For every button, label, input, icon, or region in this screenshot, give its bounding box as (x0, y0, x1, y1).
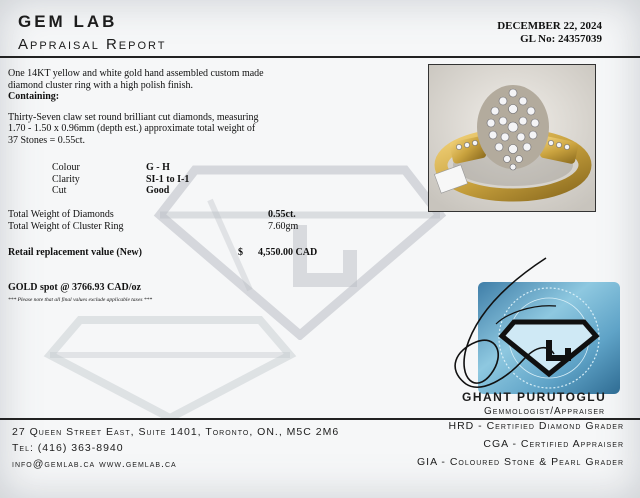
totals-labels (8, 209, 124, 232)
credential-gia: GIA - Coloured Stone & Pearl Grader (417, 456, 624, 468)
retail-value: 4,550.00 CAD (258, 247, 318, 258)
description-line-1: One 14KT yellow and white gold hand assembled custom made (8, 68, 264, 79)
grade-label: Colour (52, 162, 80, 173)
signer-title: Gemmologist/Appraiser (484, 406, 606, 417)
item-description (8, 68, 308, 146)
containing-label: Containing: (8, 91, 60, 102)
total-value: 7.60gm (268, 220, 299, 232)
credential-cga: CGA - Certified Appraiser (483, 438, 624, 450)
total-value: 0.55ct. (268, 209, 296, 220)
grading-labels (52, 162, 80, 197)
brand-name: GEM LAB (18, 12, 118, 31)
grade-value: Good (146, 185, 170, 196)
totals-values (268, 209, 298, 232)
footer-address: 27 Queen Street East, Suite 1401, Toronto, ON., M5C 2M6 (12, 426, 340, 438)
tax-note: *** Please note that all final values exclude applicable taxes *** (8, 297, 153, 303)
signature (436, 254, 576, 404)
report-number: GL No: 24357039 (520, 33, 602, 45)
report-title: Appraisal Report (18, 36, 167, 53)
ring-photo (428, 64, 596, 212)
grading-values (146, 162, 189, 197)
footer-phone: Tel: (416) 363-8940 (12, 442, 124, 454)
credential-hrd: HRD - Certified Diamond Grader (448, 420, 624, 432)
stones-line-2: 1.70 - 1.50 x 0.96mm (depth est.) approximate total weight of (8, 123, 256, 134)
stones-line-3: 37 Stones = 0.55ct. (8, 134, 86, 146)
report-date: DECEMBER 22, 2024 (497, 20, 602, 32)
stones-line-1: Thirty-Seven claw set round brilliant cut diamonds, measuring (8, 111, 259, 123)
description-line-2: diamond cluster ring with a high polish finish. (8, 79, 193, 91)
footer-web: info@gemlab.ca www.gemlab.ca (12, 458, 177, 470)
retail-label: Retail replacement value (New) (8, 247, 142, 258)
retail-currency: $ (238, 247, 243, 258)
grade-value: SI-1 to I-1 (146, 173, 190, 185)
header-divider (0, 56, 640, 58)
gold-spot: GOLD spot @ 3766.93 CAD/oz (8, 282, 141, 293)
report-header-info (497, 20, 602, 46)
watermark-diamond-logo-lower (40, 300, 300, 420)
ring-image (429, 65, 596, 212)
grade-value: G - H (146, 162, 170, 173)
grade-label: Clarity (52, 173, 80, 185)
signer-name: GHANT PURUTOGLU (462, 390, 607, 404)
total-label: Total Weight of Diamonds (8, 209, 114, 220)
total-label: Total Weight of Cluster Ring (8, 220, 124, 232)
grade-label: Cut (52, 185, 67, 196)
